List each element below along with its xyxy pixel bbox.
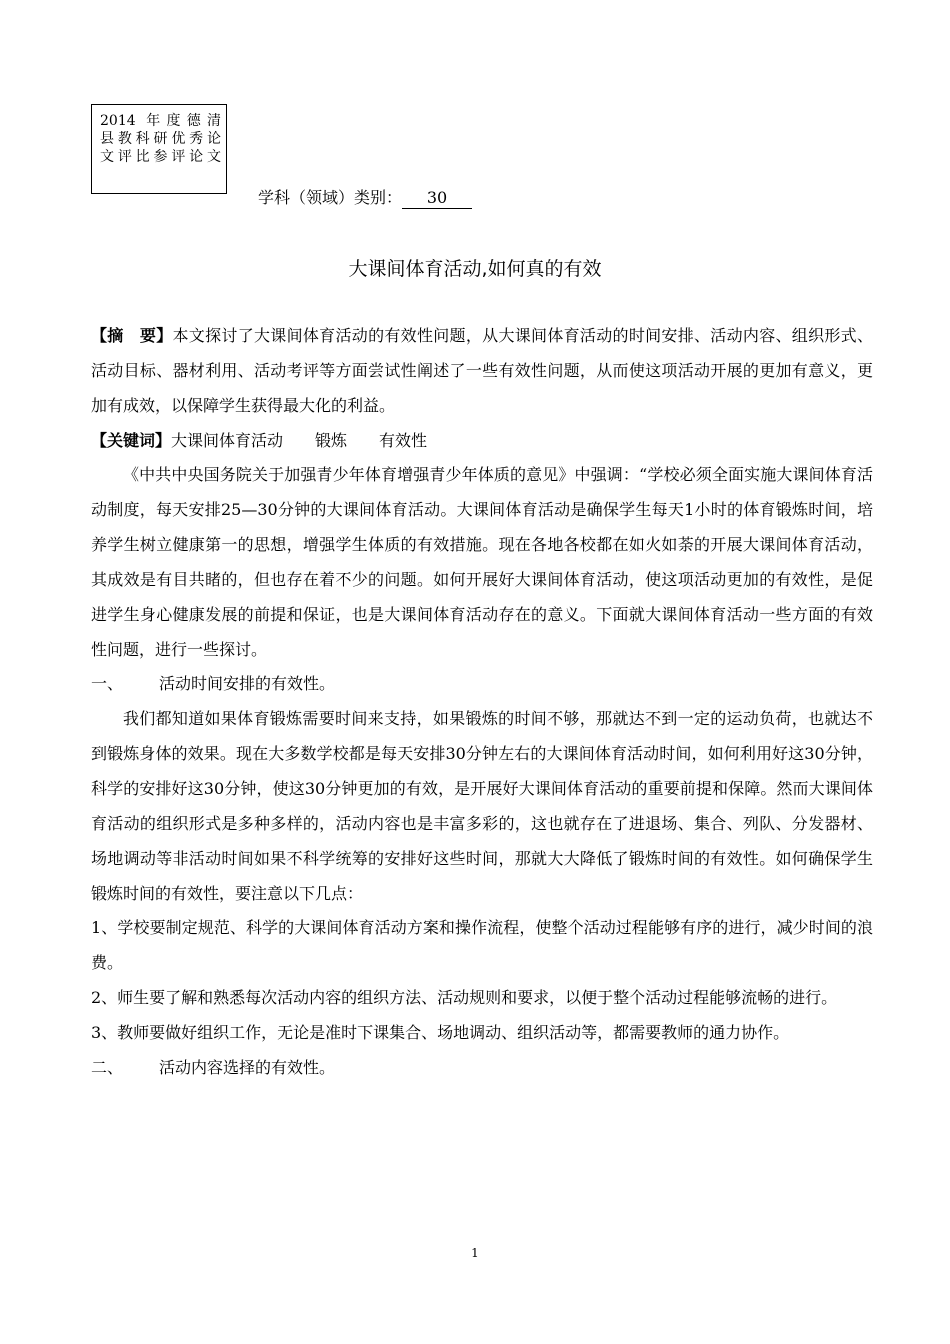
list-item: 1、学校要制定规范、科学的大课间体育活动方案和操作流程，使整个活动过程能够有序的进行，减少时间的浪费。 — [91, 918, 873, 973]
intro-paragraph: 《中共中央国务院关于加强青少年体育增强青少年体质的意见》中强调：“学校必须全面实施大课间体育活动制度，每天安排25—30分钟的大课间体育活动。大课间体育活动是确保学生每天1小时的体育锻炼时间，培养学生树立健康第一的思想，增强学生体质的有效措施。现在各地各校都在如火如荼的开展大课间体育活动，其成效是有目共睹的，但也存在着不少的问题。如何开展好大课间体育活动，使这项活动更加的有效性，是促进学生身心健康发展的前提和保证，也是大课间体育活动存在的意义。下面就大课间体育活动一些方面的有效性问题，进行一些探讨。 — [91, 465, 873, 659]
page-number: 1 — [471, 1246, 479, 1260]
keyword: 锻炼 — [315, 430, 348, 450]
keywords — [91, 424, 873, 459]
keyword: 有效性 — [379, 430, 428, 450]
section-number: 一、 — [91, 674, 124, 694]
keyword: 大课间体育活动 — [171, 430, 284, 450]
subject-value: 30 — [402, 188, 472, 209]
abstract — [91, 319, 873, 424]
award-stamp-box — [91, 104, 227, 194]
subject-category — [258, 186, 472, 210]
list-item: 3、教师要做好组织工作，无论是准时下课集合、场地调动、组织活动等，都需要教师的通力协作。 — [91, 1022, 790, 1042]
keywords-label: 【关键词】 — [91, 430, 172, 450]
abstract-label: 【摘 要】 — [91, 326, 173, 345]
section-title: 活动时间安排的有效性。 — [159, 674, 336, 694]
stamp-line: 2014 年度德清 — [100, 113, 221, 129]
section-heading — [91, 1051, 873, 1086]
stamp-line: 文评比参评论文 — [100, 149, 221, 165]
paper-body — [91, 319, 873, 1086]
section-number: 二、 — [91, 1057, 124, 1077]
paper-title: 大课间体育活动,如何真的有效 — [348, 258, 602, 280]
section-paragraph: 我们都知道如果体育锻炼需要时间来支持，如果锻炼的时间不够，那就达不到一定的运动负荷，也就达不到锻炼身体的效果。现在大多数学校都是每天安排30分钟左右的大课间体育活动时间，如何利用好这30分钟，科学的安排好这30分钟，使这30分钟更加的有效，是开展好大课间体育活动的重要前提和保障。然而大课间体育活动的组织形式是多种多样的，活动内容也是丰富多彩的，这也就存在了进退场、集合、列队、分发器材、场地调动等非活动时间如果不科学统筹的安排好这些时间，那就大大降低了锻炼时间的有效性。如何确保学生锻炼时间的有效性，要注意以下几点： — [91, 709, 873, 903]
subject-label: 学科（领域）类别： — [258, 188, 403, 207]
stamp-line: 县教科研优秀论 — [100, 131, 221, 147]
section-heading — [91, 667, 873, 702]
list-item: 2、师生要了解和熟悉每次活动内容的组织方法、活动规则和要求，以便于整个活动过程能够流畅的进行。 — [91, 988, 838, 1008]
section-title: 活动内容选择的有效性。 — [159, 1057, 336, 1077]
abstract-text: 本文探讨了大课间体育活动的有效性问题，从大课间体育活动的时间安排、活动内容、组织形式、活动目标、器材利用、活动考评等方面尝试性阐述了一些有效性问题，从而使这项活动开展的更加有意义，更加有成效，以保障学生获得最大化的利益。 — [91, 326, 873, 415]
